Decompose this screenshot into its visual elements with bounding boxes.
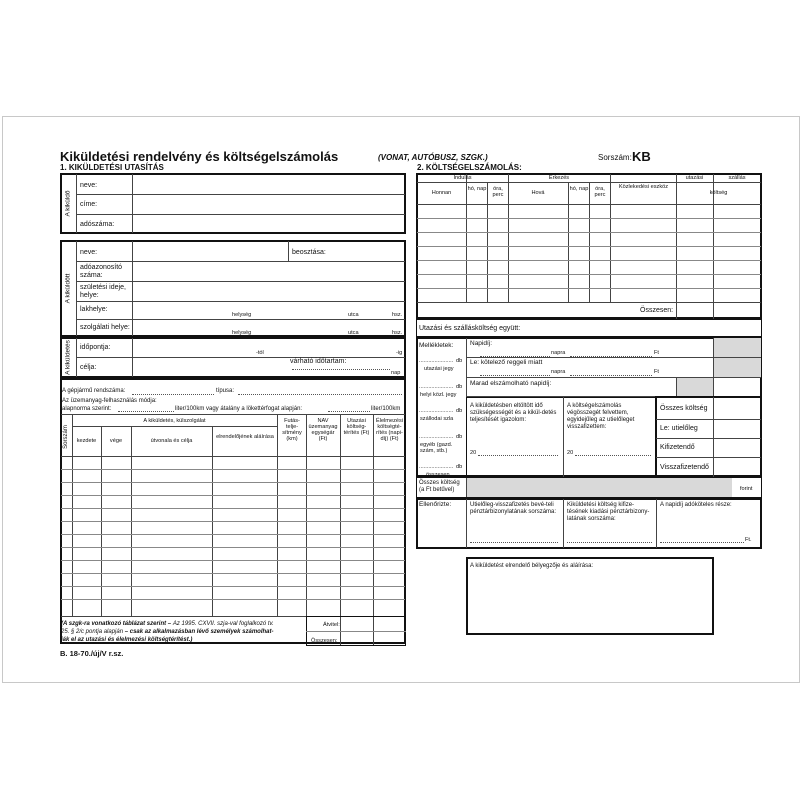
att-3-label: szállodai szla <box>420 416 454 422</box>
col-ho-nap-2: hó, nap <box>569 186 589 192</box>
marad-label: Marad elszámolható napidíj: <box>470 380 552 387</box>
kikuldott-adoazonosito: adóazonosító száma: <box>80 264 123 279</box>
col-ho-nap-1: hó, nap <box>467 186 487 192</box>
lakhely-utca: utca <box>348 312 359 318</box>
kikuldott-szolgalati: szolgálati helye: <box>80 324 130 331</box>
kikuldo-neve: neve: <box>80 182 98 189</box>
atvitel-label: Átvitel: <box>323 622 340 628</box>
adokoteles-ft: Ft. <box>745 537 752 543</box>
att-5-db: db <box>456 464 463 470</box>
col-futas: Futás-telje-sítmény (km) <box>282 418 302 442</box>
att-1-db: db <box>456 358 463 364</box>
kikuldo-label: A kiküldő <box>64 190 72 217</box>
col-vege: vége <box>109 438 123 444</box>
egyutt-label: Utazási és szállásköltség együtt: <box>419 325 521 332</box>
visszafizetendo-label: Visszafizetendő <box>660 464 709 471</box>
att-4-dots: ...................... <box>419 434 454 440</box>
mellekletek-label: Mellékletek: <box>419 342 454 349</box>
igazolom-year: 20 <box>470 450 477 456</box>
kikuldott-szuletesi: születési ideje, helye: <box>80 284 126 299</box>
col-sorszam: Sorszám <box>63 425 69 449</box>
form-subtitle: (VONAT, AUTÓBUSZ, SZGK.) <box>378 153 488 162</box>
col-elrendelo: elrendelőjének aláírása <box>216 434 274 440</box>
section1-heading: 1. KIKÜLDETÉSI UTASÍTÁS <box>60 163 164 172</box>
varhato-nap: nap <box>391 370 401 376</box>
att-2-dots: ...................... <box>419 384 454 390</box>
le-reggeli-ft: Ft <box>654 369 659 375</box>
napidij-ft: Ft <box>654 350 659 356</box>
adokoteles-label: A napidíj adóköteles része: <box>660 502 732 508</box>
att-3-dots: ...................... <box>419 408 454 414</box>
vehicle-norm-unit: liter/100km vagy átalány a lökettérfogat alapján: <box>175 406 303 412</box>
szolg-hsz: hsz. <box>392 330 403 336</box>
col-indulas: Indulás <box>453 175 472 181</box>
le-utieloleg-label: Le: utielőleg <box>660 425 698 432</box>
kikuldetes-celja: célja: <box>80 364 97 371</box>
travel-osszesen: Összesen: <box>640 307 674 314</box>
kikuldetes-idopontja: időpontja: <box>80 344 111 351</box>
vehicle-reg: A gépjármű rendszáma: <box>62 388 126 394</box>
varhato-idotartam: várható időtartam: <box>290 358 347 365</box>
vehicle-type: típusa: <box>216 388 235 394</box>
form-title: Kiküldetési rendelvény és költségelszámolás <box>60 149 339 164</box>
col-elelmezesi: Élelmezési költségté-rítés (napi-díj) (Ft) <box>375 418 404 442</box>
napidij-label: Napidíj: <box>470 340 493 347</box>
col-group: A kiküldetés, külszolgálat <box>143 418 206 424</box>
igazolom-text: A kiküldetésben eltöltött idő szükségességét és a kikül-detés teljesítését igazolom: <box>470 403 557 423</box>
kikuldo-adoszama: adószáma: <box>80 221 115 228</box>
note-part-e: ják el az utazási és élelmezési költségtérítést.) <box>61 637 193 643</box>
utieloleg-text: Utielőleg-visszafizetés bevé-teli pénztárbizonylatának sorszáma: <box>470 502 557 515</box>
att-1-dots: ...................... <box>419 358 454 364</box>
att-5-dots: ...................... <box>419 464 454 470</box>
lakhely-hsz: hsz. <box>392 312 403 318</box>
napidij-napra: napra <box>551 350 566 356</box>
idopont-tol: -tól <box>256 350 264 356</box>
vehicle-usage: Az üzemanyag-felhasználás módja: <box>62 398 157 404</box>
ellenorizte-label: Ellenőrizte: <box>419 501 452 508</box>
col-honnan: Honnan <box>431 190 452 196</box>
szolg-helyseg: helység <box>232 330 252 336</box>
col-utazasi: Utazási költség-térítés (Ft) <box>343 418 370 436</box>
att-3-db: db <box>456 408 463 414</box>
col-ora-perc-2: óra, perc <box>594 186 606 198</box>
osszesen-label-left: Összesen: <box>311 638 338 644</box>
kikuldott-lakhelye: lakhelye: <box>80 306 108 313</box>
forint-label: forint <box>740 486 753 492</box>
col-hova: Hová <box>531 190 545 196</box>
att-1-label: utazási jegy <box>424 366 454 372</box>
att-2-label: helyi közl. jegy <box>420 392 457 398</box>
kikuldott-beosztasa: beosztása: <box>292 249 326 256</box>
col-utazasi: utazási <box>685 175 704 181</box>
kikuldo-cime: címe: <box>80 201 98 208</box>
note-part-c: 25. § 2/c pontja alapján <box>61 629 124 635</box>
kiadasi-text: Kiküldetési költség kifize-tésének kiadási pénztárbizony-latának sorszáma: <box>567 502 650 522</box>
col-utvonal: útvonala és célja <box>150 438 193 444</box>
osszes-koltseg-label: Összes költség <box>660 405 708 412</box>
lakhely-helyseg: helység <box>232 312 252 318</box>
col-koltseg: költség <box>709 190 728 196</box>
att-4-db: db <box>456 434 463 440</box>
legal-note <box>61 620 305 644</box>
att-2-db: db <box>456 384 463 390</box>
betuvel-label: Összes költség (a Ft betűvel) <box>419 480 460 493</box>
le-reggeli-napra: napra <box>551 369 566 375</box>
att-4-label: egyéb (gazd. szám, stb.) <box>420 442 453 454</box>
serial-value: KB <box>632 149 651 164</box>
col-kozlekedesi: Közlekedési eszköz <box>618 184 669 190</box>
kikuldott-neve: neve: <box>80 249 98 256</box>
signature-label: A kiküldetést elrendelő bélyegzője és aláírása: <box>470 563 594 569</box>
col-erkezes: Érkezés <box>548 175 570 181</box>
col-ora-perc-1: óra, perc <box>492 186 504 198</box>
kikuldetes-label: A kiküldetés <box>64 340 72 375</box>
section2-heading: 2. KÖLTSÉGELSZÁMOLÁS: <box>417 163 522 172</box>
felvettem-year: 20 <box>567 450 574 456</box>
serial-label: Sorszám: <box>598 153 632 162</box>
col-szallas: szállás <box>728 175 746 181</box>
vehicle-norm: alapnorma szerint: <box>62 406 112 412</box>
kifizetendo-label: Kifizetendő <box>660 444 695 451</box>
le-reggeli-label: Le: kötelező reggeli miatt <box>470 359 543 366</box>
form-code: B. 18-70./új/V r.sz. <box>60 649 124 658</box>
note-part-b: Az 1995. CXVII. szja-val foglalkozó tv. <box>172 621 274 627</box>
felvettem-text: A költségelszámolás végösszegét felvettem, egyidejűleg az utielőleget visszafizettem: <box>567 403 635 430</box>
note-part-d: – csak az alkalmazásban lévő személyek számolhat- <box>123 629 274 635</box>
kikuldott-label: A kiküldött <box>64 273 72 304</box>
col-nav: NAV üzemanyag egységár (Ft) <box>308 418 338 442</box>
vehicle-norm-unit2: liter/100km <box>371 406 401 412</box>
att-5-label: összesen <box>426 472 450 478</box>
szolg-utca: utca <box>348 330 359 336</box>
idopont-ig: -ig <box>396 350 403 356</box>
note-part-a: (A szgk-ra vonatkozó táblázat szerint – <box>61 621 173 627</box>
col-kezdete: kezdete <box>76 438 97 444</box>
